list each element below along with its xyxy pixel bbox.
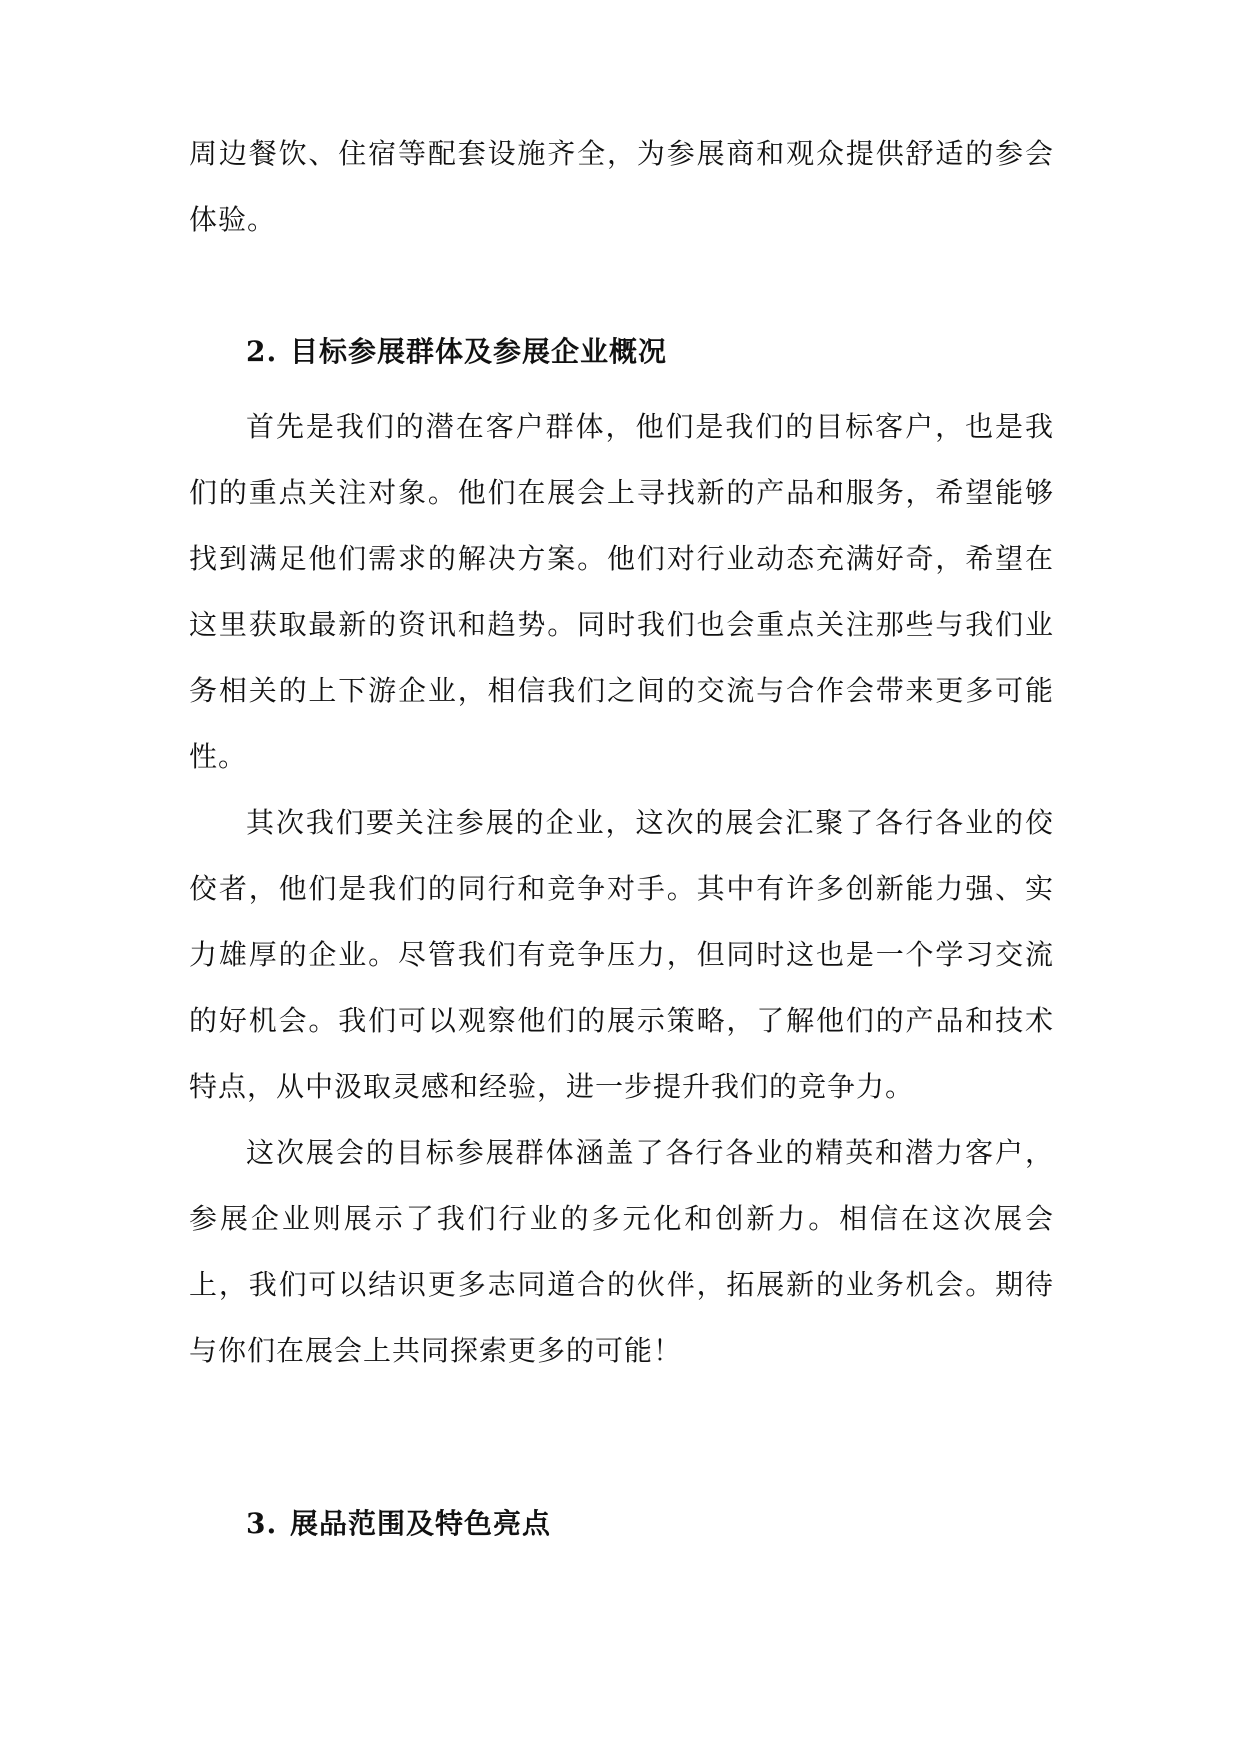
section-2-heading (246, 332, 667, 372)
section-2-paragraph-1: 首先是我们的潜在客户群体，他们是我们的目标客户，也是我们的重点关注对象。他们在展会上寻找新的产品和服务，希望能够找到满足他们需求的解决方案。他们对行业动态充满好奇，希望在这里获取最新的资讯和趋势。同时我们也会重点关注那些与我们业务相关的上下游企业，相信我们之间的交流与合作会带来更多可能性。 (189, 410, 1054, 773)
section-2-paragraph-2: 其次我们要关注参展的企业，这次的展会汇聚了各行各业的佼佼者，他们是我们的同行和竞争对手。其中有许多创新能力强、实力雄厚的企业。尽管我们有竞争压力，但同时这也是一个学习交流的好机会。我们可以观察他们的展示策略，了解他们的产品和技术特点，从中汲取灵感和经验，进一步提升我们的竞争力。 (189, 806, 1054, 1103)
section-2-title: 目标参展群体及参展企业概况 (290, 335, 668, 368)
section-2-number: 2. (246, 335, 278, 368)
section-3-title: 展品范围及特色亮点 (290, 1507, 552, 1540)
section-3-number: 3. (246, 1507, 278, 1540)
continuation-paragraph: 周边餐饮、住宿等配套设施齐全，为参展商和观众提供舒适的参会体验。 (189, 137, 1054, 236)
section-2-body (189, 394, 1054, 1384)
section-3-heading (246, 1504, 551, 1544)
continuation-block (189, 121, 1054, 253)
section-2-paragraph-3: 这次展会的目标参展群体涵盖了各行各业的精英和潜力客户，参展企业则展示了我们行业的多元化和创新力。相信在这次展会上，我们可以结识更多志同道合的伙伴，拓展新的业务机会。期待与你们在展会上共同探索更多的可能！ (189, 1136, 1054, 1367)
